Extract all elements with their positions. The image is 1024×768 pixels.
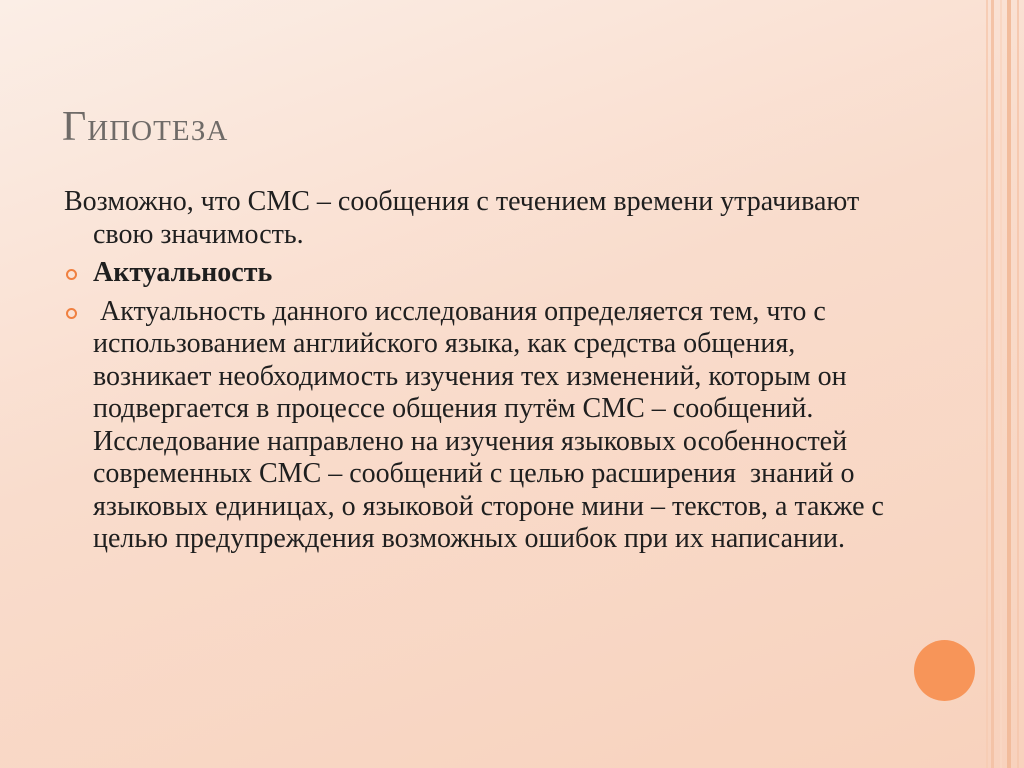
- bullet-text: Актуальность данного исследования определяется тем, что с использованием английского языка, как средства общения, возникает необходимость изучения тех изменений, которым он подвергается в процессе общения путём СМС – сообщений. Исследование направлено на изучения языковых особенностей современных СМС – сообщений с целью расширения знаний о языковых единицах, о языковой стороне мини – текстов, а также с целью предупреждения возможных ошибок при их написании.: [93, 295, 891, 554]
- bullet-text: Актуальность: [93, 257, 273, 288]
- bullet-item-relevance-heading: [64, 257, 894, 290]
- decorative-stripes: [980, 0, 1024, 768]
- stripe: [1000, 0, 1002, 768]
- stripe: [1007, 0, 1011, 768]
- hypothesis-text: Возможно, что СМС – сообщения с течением времени утрачивают свою значимость.: [64, 186, 860, 250]
- bullet-item-relevance-body: [64, 296, 894, 556]
- stripe: [986, 0, 988, 768]
- ring-bullet-icon: [66, 269, 77, 280]
- stripe: [991, 0, 994, 768]
- ring-bullet-icon: [66, 308, 77, 319]
- slide-content: [64, 186, 894, 556]
- stripe: [1017, 0, 1019, 768]
- slide-title: Гипотеза: [62, 104, 229, 150]
- decorative-circle: [914, 640, 975, 701]
